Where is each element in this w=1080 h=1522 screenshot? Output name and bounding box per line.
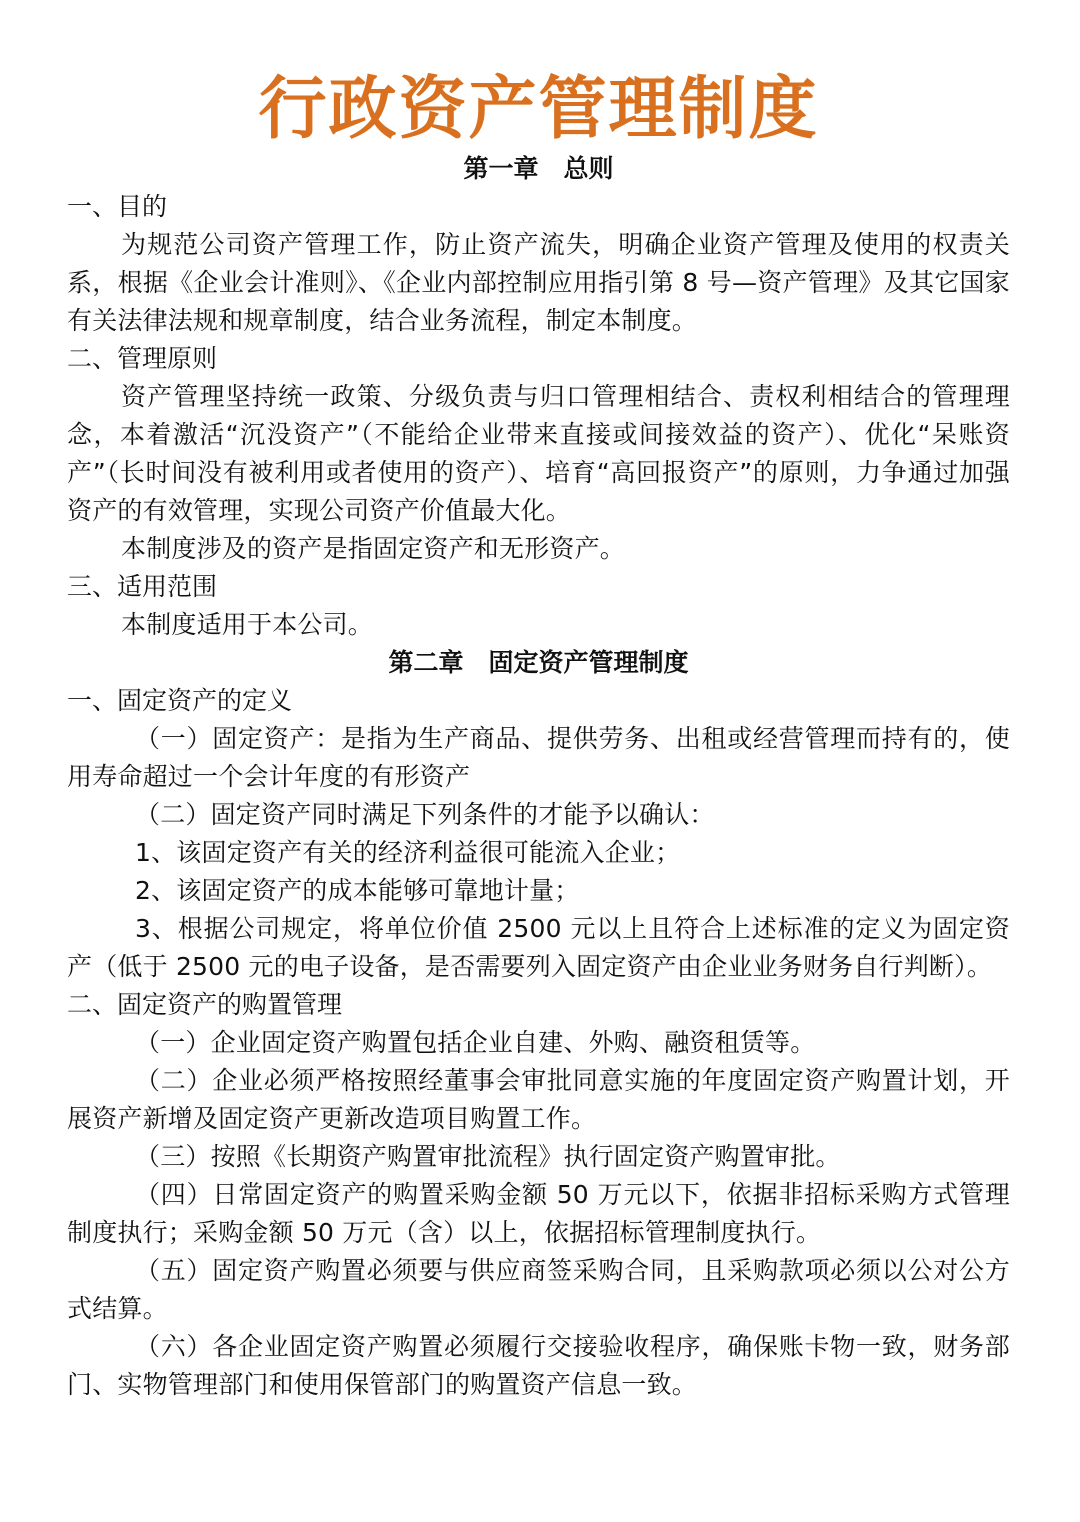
purchase-item-6: （六）各企业固定资产购置必须履行交接验收程序，确保账卡物一致，财务部门、实物管理部门和使用保管部门的购置资产信息一致。 — [67, 1332, 1010, 1399]
purchase-item-5: （五）固定资产购置必须要与供应商签采购合同，且采购款项必须以公对公方式结算。 — [67, 1256, 1010, 1323]
purchase-item-1: （一）企业固定资产购置包括企业自建、外购、融资租赁等。 — [135, 1028, 816, 1057]
condition-item-3: 3、根据公司规定，将单位价值 2500 元以上且符合上述标准的定义为固定资产（低于 2500 元的电子设备，是否需要列入固定资产由企业业务财务自行判断）。 — [67, 914, 1010, 981]
asset-scope-paragraph: 本制度涉及的资产是指固定资产和无形资产。 — [121, 534, 626, 563]
section-principles-heading: 二、管理原则 — [67, 344, 218, 373]
purchase-item-2: （二）企业必须严格按照经董事会审批同意实施的年度固定资产购置计划，开展资产新增及固定资产更新改造项目购置工作。 — [67, 1066, 1010, 1133]
purchase-item-3: （三）按照《长期资产购置审批流程》执行固定资产购置审批。 — [135, 1142, 841, 1171]
condition-item-2: 2、该固定资产的成本能够可靠地计量； — [135, 876, 580, 905]
document-title: 行政资产管理制度 — [258, 70, 819, 149]
chapter-2-heading: 第二章 固定资产管理制度 — [388, 648, 689, 677]
section-purchase-heading: 二、固定资产的购置管理 — [67, 990, 343, 1019]
condition-item-1: 1、该固定资产有关的经济利益很可能流入企业； — [135, 838, 681, 867]
definition-item-2: （二）固定资产同时满足下列条件的才能予以确认： — [135, 800, 715, 829]
chapter-1-heading: 第一章 总则 — [463, 154, 614, 183]
purpose-paragraph: 为规范公司资产管理工作，防止资产流失，明确企业资产管理及使用的权责关系，根据《企业会计准则》、《企业内部控制应用指引第 8 号—资产管理》及其它国家有关法律法规和规章制度，结合业务流程，制定本制度。 — [67, 230, 1010, 335]
section-purpose-heading: 一、目的 — [67, 192, 168, 221]
applicability-paragraph: 本制度适用于本公司。 — [121, 610, 374, 639]
section-applicability-heading: 三、适用范围 — [67, 572, 218, 601]
purchase-item-4: （四）日常固定资产的购置采购金额 50 万元以下，依据非招标采购方式管理制度执行；采购金额 50 万元（含）以上，依据招标管理制度执行。 — [67, 1180, 1010, 1247]
definition-item-1: （一）固定资产：是指为生产商品、提供劳务、出租或经营管理而持有的，使用寿命超过一个会计年度的有形资产 — [67, 724, 1010, 791]
section-definition-heading: 一、固定资产的定义 — [67, 686, 293, 715]
principles-paragraph: 资产管理坚持统一政策、分级负责与归口管理相结合、责权利相结合的管理理念，本着激活“沉没资产”（不能给企业带来直接或间接效益的资产）、优化“呆账资产”（长时间没有被利用或者使用的资产）、培育“高回报资产”的原则，力争通过加强资产的有效管理，实现公司资产价值最大化。 — [67, 382, 1010, 525]
